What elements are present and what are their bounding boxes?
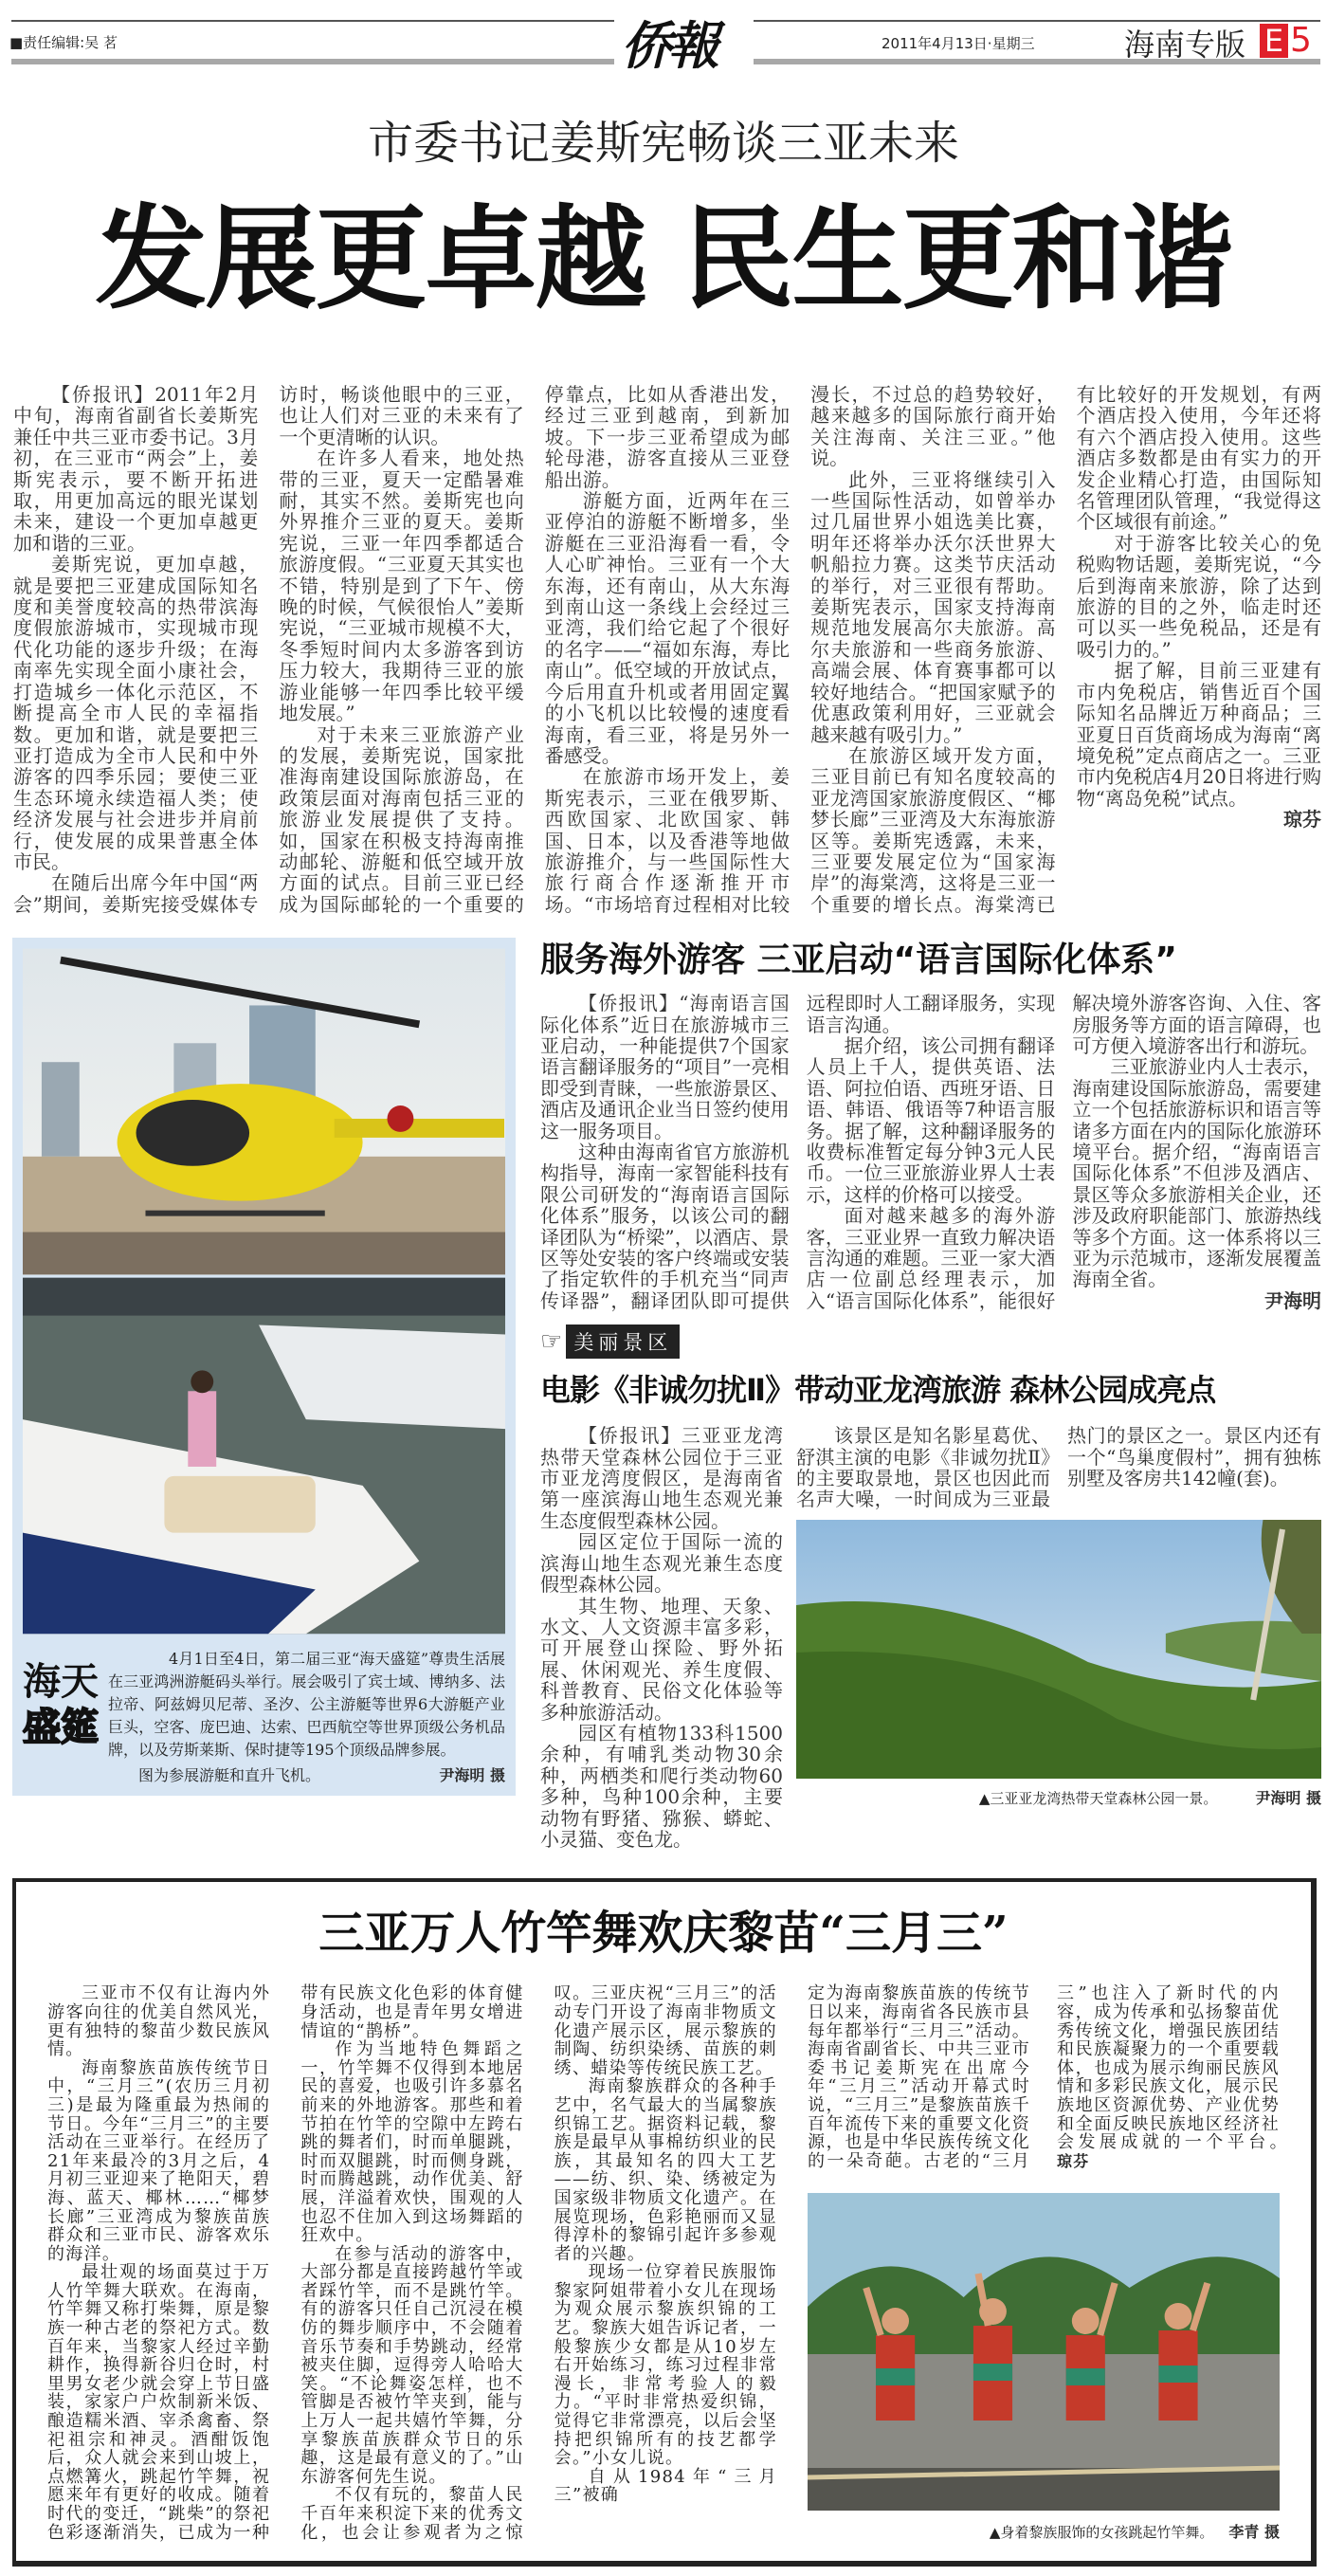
lead-kicker: 市委书记姜斯宪畅谈三亚未来 (367, 117, 959, 170)
article-paragraph: 【侨报讯】三亚亚龙湾热带天堂森林公园位于三亚市亚龙湾度假区，是海南省第一座滨海山地生态观光兼生态度假型森林公园。 (540, 1424, 783, 1532)
article-paragraph: 【侨报讯】2011年2月中旬，海南省副省长姜斯宪兼任中共三亚市委书记。3月初，在三亚市“两会”上，姜斯宪表示，要不断开拓进取，用更加高远的眼光谋划未来，建设一个更加卓越更加和谐的三亚。 (13, 383, 259, 555)
middle-block (12, 938, 1321, 1850)
masthead-rule-top-left (11, 20, 614, 22)
festival-story-box (12, 1878, 1317, 2567)
feature-photo-credit: 尹海明 摄 (439, 1766, 505, 1785)
article-paragraph: 海南黎族群众的各种手艺中，名气最大的当属黎族织锦工艺。据资料记载，黎族是最早从事棉纺织业的民族，其最知名的四大工艺——纺、织、染、绣被定为国家级非物质文化遗产。在展览现场，色彩艳丽而又显得淳朴的黎锦引起许多参观者的兴趣。 (554, 2076, 777, 2264)
lead-headline: 发展更卓越 民生更和谐 (95, 193, 1232, 324)
pointing-hand-icon: ☞ (540, 1327, 563, 1357)
festival-body-continued (808, 1984, 1280, 2170)
dance-photo-caption: ▲身着黎族服饰的女孩跳起竹竿舞。 (989, 2524, 1214, 2542)
article-paragraph: 对于游客比较关心的免税购物话题，姜斯宪说，“今后到海南来旅游，除了达到旅游的目的之外，临走时还可以买一些免税品，还是有吸引力的。” (1076, 531, 1321, 661)
article-paragraph: 此外，三亚将继续引入一些国际性活动，如曾举办过几届世界小姐选美比赛，明年还将举办沃尔沃世界大帆船拉力赛。这类节庆活动的举行，对三亚很有帮助。姜斯宪表示，国家支持海南规范地发展高尔夫旅游。高尔夫旅游和一些商务旅游、高端会展、体育赛事都可以较好地结合。“把国家赋予的优惠政策利用好，三亚就会越来越有吸引力。” (810, 467, 1056, 746)
editor-credit: ■责任编辑:吴 茗 (9, 34, 118, 51)
article-paragraph: 在旅游区域开发方面，三亚目前已有知名度较高的亚龙湾国家旅游度假区、“椰梦长廊”三亚湾及大东海旅游区等。姜斯宪透露，未来，三亚要发展定位为“国家海岸”的海棠湾，这将是三亚一个重要的增长点。海棠湾已有比较好的开发规划，有两个酒店投入使用，今年还将有六个酒店投入使用。这些酒店多数都是由有实力的开发企业精心打造，由国际知名管理团队管理，“我觉得这个区域很有前途。” (810, 383, 1321, 916)
festival-right (808, 1984, 1280, 2542)
article-paragraph: 对于未来三亚旅游产业的发展，姜斯宪说，国家批准海南建设国际旅游岛，在政策层面对海南包括三亚的旅游业发展提供了支持。如，国家在积极支持海南推动邮轮、游艇和低空域开放方面的试点。目前三亚已经成为国际邮轮的一个重要的停靠点，比如从香港出发，经过三亚到越南，到新加坡。下一步三亚希望成为邮轮母港，游客直接从三亚登船出游。 (279, 383, 791, 916)
festival-byline: 琼芬 (1057, 2151, 1090, 2170)
scenic-headline: 电影《非诚勿扰Ⅱ》带动亚龙湾旅游 森林公园成亮点 (540, 1372, 1216, 1409)
article-paragraph: 在旅游市场开发上，姜斯宪表示，三亚在俄罗斯、西欧国家、北欧国家、韩国、日本，以及香港等地做旅游推介，与一些国际性大旅行商合作逐渐推开市场。“市场培育过程相对比较漫长，不过总的趋势较好，越来越多的国际旅行商开始关注海南、关注三亚。”他说。 (544, 383, 1056, 916)
article-paragraph: 作为当地特色舞蹈之一，竹竿舞不仅得到本地居民的喜爱，也吸引许多慕名前来的外地游客。那些和着节拍在竹竿的空隙中左跨右跳的舞者们，时而单腿跳，时而双腿跳，时而侧身跳，时而腾越跳，动作优美、舒展，洋溢着欢快，围观的人也忍不住加入到这场舞蹈的狂欢中。 (300, 2039, 524, 2246)
article-byline: 尹海明 (1263, 1288, 1321, 1312)
feature-caption-footer (108, 1763, 505, 1785)
article-byline: 琼芬 (1282, 808, 1321, 831)
forest-photo-caption-row (796, 1786, 1321, 1808)
article-paragraph: 自从1984年“三月三”被确 (554, 2466, 777, 2506)
scenic-right (796, 1425, 1321, 1808)
forest-park-photo (796, 1520, 1321, 1779)
dance-photo-credit: 李青 摄 (1228, 2523, 1280, 2542)
article-paragraph: 其生物、地理、天象、水文、人文资源丰富多彩，可开展登山探险、野外拓展、休闲观光、养生度假、科普教育、民俗文化体验等多种旅游活动。 (540, 1594, 783, 1724)
article-paragraph: 面对越来越多的海外游客，三亚业界一直致力解决语言沟通的难题。三亚一家大酒店一位副总经理表示，加入“语言国际化体系”，能很好解决境外游客咨询、入住、客房服务等方面的语言障碍，也可方便入境游客出行和游玩。 (806, 992, 1321, 1312)
feature-title (23, 1648, 100, 1785)
page-letter-badge: E (1260, 24, 1288, 58)
article-paragraph: 在参与活动的游客中，大部分都是直接跨越竹竿或者踩竹竿，而不是跳竹竿。有的游客只任自己沉浸在模仿的舞步顺序中，不会随着音乐节奏和手势跳动，经常被夹住脚，逗得旁人哈哈大笑。“不论舞姿怎样，也不管脚是否被竹竿夹到，能与上万人一起共嬉竹竿舞，分享黎族苗族群众节日的乐趣，这是最有意义的了。”山东游客何先生说。 (300, 2243, 524, 2487)
article-paragraph: 最壮观的场面莫过于万人竹竿舞大联欢。在海南，竹竿舞又称打柴舞，原是黎族一种古老的祭祀方式。数百年来，当黎家人经过辛勤耕作，换得新谷归仓时，村里男女老少就会穿上节日盛装，家家户户炊制新米饭、酿造糯米酒、宰杀禽畜、祭祀祖宗和神灵。酒酣饭饱后，众人就会来到山坡上，点燃篝火，跳起竹竿舞，祝愿来年有更好的收成。随着时代的变迁，“跳柴”的祭祀色彩逐渐消失，已成为一种带有民族文化色彩的体育健身活动，也是青年男女增进情谊的“鹊桥”。 (47, 1983, 524, 2543)
language-story (540, 938, 1321, 1311)
article-paragraph: 三亚市不仅有让海内外游客向往的优美自然风光，更有独特的黎苗少数民族风情。 (47, 1983, 271, 2060)
scenic-body (540, 1425, 1321, 1850)
article-paragraph: 不仅有玩的，黎苗人民千百年来积淀下来的优秀文化，也会让参观者为之惊叹。三亚庆祝“三月三”的活动专门开设了海南非物质文化遗产展示区，展示黎族的制陶、纺织染绣、苗族的刺绣、蜡染等传统民族工艺。 (300, 1983, 777, 2543)
article-paragraph: 园区定位于国际一流的滨海山地生态观光兼生态度假型森林公园。 (540, 1530, 783, 1597)
dance-photo-caption-row (808, 2520, 1280, 2542)
top-block (0, 0, 1327, 379)
festival-continued-text: 定为海南黎族苗族的传统节日以来，海南省各民族市县每年都举行“三月三”活动。海南省副省长、中共三亚市委书记姜斯宪在出席今年“三月三”活动开幕式时说，“三月三”是黎族苗族千百年流传下来的重要文化资源，也是中华民族传统文化的一朵奇葩。古老的“三月三”也注入了新时代的内容，成为传承和弘扬黎苗优秀传统文化，增强民族团结和民族凝聚力的一个重要载体，也成为展示绚丽民族风情和多彩民族文化，展示民族地区资源优势、产业优势和全面反映民族地区经济社会发展成就的一个平台。 (808, 1983, 1280, 2171)
middle-right-column (540, 938, 1321, 1850)
scenic-paragraph: 该景区是知名影星葛优、舒淇主演的电影《非诚勿扰Ⅱ》的主要取景地，景区也因此而名声大噪，一时间成为三亚最热门的景区之一。景区内还有一个“鸟巢度假村”，拥有独栋别墅及客房共142幢(套)。 (796, 1424, 1321, 1511)
article-paragraph: 在随后出席今年中国“两会”期间，姜斯宪接受媒体专访时，畅谈他眼中的三亚，也让人们对三亚的未来有了一个更清晰的认识。 (13, 383, 524, 916)
scenic-body-col2 (796, 1425, 1321, 1510)
article-paragraph: 在许多人看来，地处热带的三亚，夏天一定酷暑难耐，其实不然。姜斯宪也向外界推介三亚的夏天。姜斯宪说，三亚一年四季都适合旅游度假。“三亚夏天其实也不错，特别是到了下午、傍晚的时候，气候很怡人”姜斯宪说，“三亚城市规模不大，冬季短时间内太多游客到访压力较大，我期待三亚的旅游业能够一年四季比较平缓地发展。” (279, 447, 524, 725)
scenic-story (540, 1325, 1321, 1850)
photo-feature-box (12, 938, 516, 1796)
section-tag-label: 美丽景区 (566, 1325, 680, 1359)
yacht-photo (23, 1277, 505, 1635)
article-paragraph: 园区有植物133科1500余种，有哺乳类动物30余种，两栖类和爬行类动物60多种，鸟种100余种，主要动物有野猪、猕猴、蟒蛇、小灵猫、变色龙。 (540, 1721, 783, 1851)
feature-caption-text: 4月1日至4日，第二届三亚“海天盛筵”尊贵生活展在三亚鸿洲游艇码头举行。展会吸引了宾士域、博纳多、法拉帝、阿兹姆贝尼蒂、圣汐、公主游艇等世界6大游艇产业巨头，空客、庞巴迪、达索、巴西航空等世界顶级公务机品牌，以及劳斯莱斯、保时捷等195个顶级品牌参展。 (108, 1650, 505, 1760)
lead-story (13, 384, 1321, 915)
helicopter-photo (23, 948, 505, 1275)
article-paragraph: 这种由海南省官方旅游机构指导，海南一家智能科技有限公司研发的“海南语言国际化体系”服务，以该公司的翻译团队为“桥梁”，以酒店、景区等处安装的客户终端或安装了指定软件的手机充当“同声传译器”，翻译团队即可提供远程即时人工翻译服务，实现语言沟通。 (540, 992, 1056, 1312)
forest-photo-credit: 尹海明 摄 (1255, 1788, 1321, 1807)
festival-paragraph (808, 1984, 1280, 2170)
festival-body-wrap (47, 1984, 1280, 2542)
feature-title-line2: 盛筵 (23, 1705, 99, 1750)
article-paragraph: 据介绍，该公司拥有翻译人员上千人，提供英语、法语、阿拉伯语、西班牙语、日语、韩语、俄语等7种语言服务。据了解，这种翻译服务的收费标准暂定每分钟3元人民币。一位三亚旅游业界人士表示，这样的价格可以接受。 (806, 1033, 1056, 1206)
feature-caption-body (108, 1648, 505, 1785)
section-tag (540, 1325, 1321, 1359)
language-headline: 服务海外游客 三亚启动“语言国际化体系” (540, 941, 1177, 980)
scenic-body-col1 (540, 1425, 783, 1850)
article-paragraph: 游艇方面，近两年在三亚停泊的游艇不断增多，坐游艇在三亚沿海看一看，令人心旷神怡。三亚有一个大东海，还有南山，从大东海到南山这一条线上会经过三亚湾，我们给它起了个很好的名字——“福如东海，寿比南山”。低空域的开放试点，今后用直升机或者用固定翼的小飞机以比较慢的速度看海南，看三亚，将是另外一番感受。 (544, 489, 791, 767)
masthead-bar-left (11, 59, 614, 64)
language-body (540, 993, 1321, 1311)
feature-caption (23, 1648, 505, 1785)
article-paragraph: 三亚旅游业内人士表示，海南建设国际旅游岛，需要建立一个包括旅游标识和语言等诸多方面在内的国际化旅游环境平台。据介绍，“海南语言国际化体系”不但涉及酒店、景区等众多旅游相关企业，还涉及政府职能部门、旅游热线等多个方面。这一体系将以三亚为示范城市，逐渐发展覆盖海南全省。 (1072, 1055, 1321, 1291)
article-paragraph: 海南黎族苗族传统节日中，“三月三”(农历三月初三)是最为隆重最为热闹的节日。今年“三月三”的主要活动在三亚举行。在经历了21年来最冷的3月之后，4月初三亚迎来了艳阳天，碧海、蓝天、椰林……“椰梦长廊”三亚湾成为黎族苗族群众和三亚市民、游客欢乐的海洋。 (47, 2057, 271, 2264)
article-paragraph: 【侨报讯】“海南语言国际化体系”近日在旅游城市三亚启动，一种能提供7个国家语言翻译服务的“项目”一亮相即受到青睐，一些旅游景区、酒店及通讯企业当日签约使用这一服务项目。 (540, 992, 790, 1142)
feature-photo-note: 图为参展游艇和直升飞机。 (138, 1766, 321, 1785)
article-paragraph: 现场一位穿着民族服饰黎家阿姐带着小女儿在现场为观众展示黎族织锦的工艺。黎族大姐告诉记者，一般黎族少女都是从10岁左右开始练习，练习过程非常漫长，非常考验人的毅力。“平时非常热爱织锦，觉得它非常漂亮，以后会坚持把织锦所有的技艺都学会。”小女儿说。 (554, 2262, 777, 2469)
page-number: 5 (1290, 21, 1312, 60)
bamboo-dance-photo (808, 2193, 1280, 2511)
festival-headline: 三亚万人竹竿舞欢庆黎苗“三月三” (318, 1907, 1009, 1961)
feature-title-line1: 海天 (23, 1659, 99, 1705)
lead-body (13, 384, 1321, 915)
newspaper-logo: 侨報 (621, 15, 716, 76)
forest-photo-caption: ▲三亚亚龙湾热带天堂森林公园一景。 (978, 1789, 1218, 1807)
festival-body (47, 1984, 777, 2542)
article-paragraph: 姜斯宪说，更加卓越，就是要把三亚建成国际知名度和美誉度较高的热带滨海度假旅游城市，实现城市现代化功能的逐步升级；在海南率先实现全面小康社会，打造城乡一体化示范区，不断提高全市人民的幸福指数。更加和谐，就是要把三亚打造成为全市人民和中外游客的四季乐园；要使三亚生态环境永续造福人类；使经济发展与社会进步并肩前行，使发展的成果普惠全体市民。 (13, 553, 259, 873)
article-paragraph: 据了解，目前三亚建有市内免税店，销售近百个国际知名品牌近万种商品；三亚夏日百货商场成为海南“离境免税”定点商店之一。三亚市内免税店4月20日将进行购物“离岛免税”试点。 (1076, 659, 1321, 810)
issue-date: 2011年4月13日·星期三 (882, 35, 1035, 52)
section-name: 海南专版 (1124, 27, 1246, 63)
